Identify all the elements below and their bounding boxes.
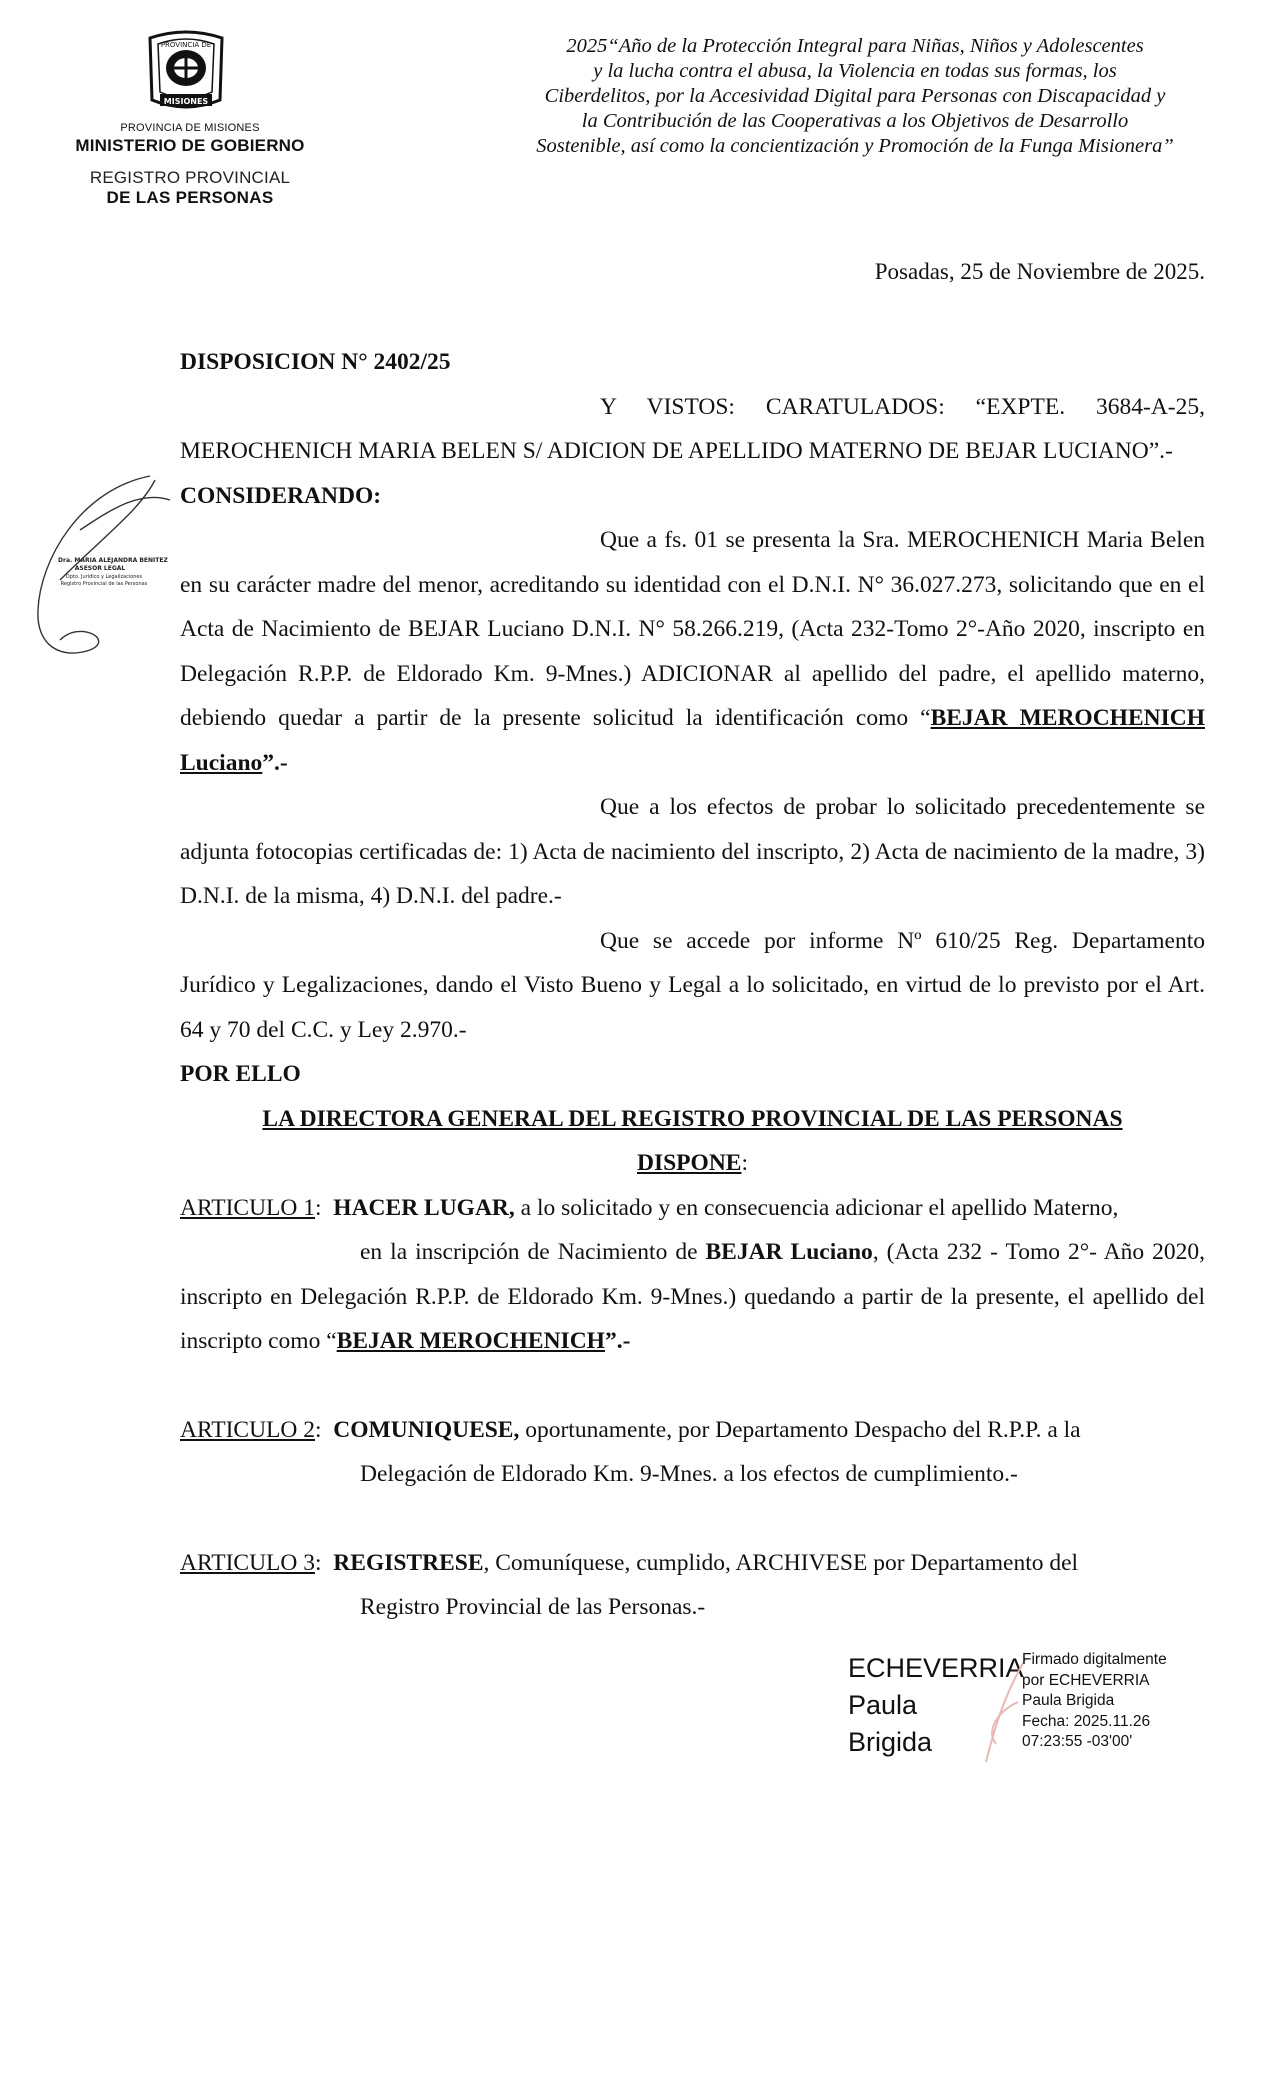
article-1-end: ”.- xyxy=(604,1328,631,1354)
header-ministry: MINISTERIO DE GOBIERNO xyxy=(75,136,305,155)
article-3-label: ARTICULO 3 xyxy=(180,1549,316,1576)
header-province: PROVINCIA DE MISIONES xyxy=(120,122,260,134)
article-3-line1-rest: , Comuníquese, cumplido, ARCHIVESE por Departamento del xyxy=(483,1549,1079,1576)
place-date: Posadas, 25 de Noviembre de 2025. xyxy=(874,259,1205,284)
article-1-label: ARTICULO 1 xyxy=(180,1194,316,1221)
article-1-line1 xyxy=(180,1186,1205,1231)
legal-stamp-line: Registro Provincial de las Personas xyxy=(60,581,148,587)
vistos-paragraph: Y VISTOS: CARATULADOS: “EXPTE. 3684-A-25, MEROCHENICH MARIA BELEN S/ ADICION DE APELLIDO MATERNO DE BEJAR LUCIANO”.- xyxy=(180,393,1205,464)
article-1-action: HACER LUGAR, xyxy=(333,1194,515,1221)
digital-signature-info xyxy=(1022,1650,1167,1753)
dispone-line xyxy=(180,1141,1205,1186)
signer-name-line: Brigida xyxy=(848,1727,933,1757)
motto-line: la Contribución de las Cooperativas a los Objetivos de Desarrollo xyxy=(581,110,1129,132)
directora-heading: LA DIRECTORA GENERAL DEL REGISTRO PROVINCIAL DE LAS PERSONAS xyxy=(262,1105,1123,1132)
article-1-text: en la inscripción de Nacimiento de xyxy=(360,1239,706,1265)
seal-ring-top: PROVINCIA DE xyxy=(160,41,212,49)
header-registry-line2: DE LAS PERSONAS xyxy=(106,188,274,207)
considerando-p1-text: Que a fs. 01 se presenta la Sra. MEROCHENICH Maria Belen en su carácter madre del menor, acreditando su identidad con el D.N.I. N° 36.027.273, solicitando que en el Acta de Nacimiento de BEJAR Luciano D.N.I. N° 58.266.219, (Acta 232-Tomo 2°-Año 2020, inscripto en Delegación R.P.P. de Eldorado Km. 9-Mnes.) ADICIONAR al apellido del padre, el apellido materno, debiendo quedar a partir de la presente solicitud la identificación como “ xyxy=(180,527,1205,731)
legal-stamp-line: Dra. MARIA ALEJANDRA BENITEZ xyxy=(58,557,168,564)
provincial-seal-icon xyxy=(140,30,232,116)
motto-line: Sostenible, así como la concientización y Promoción de la Funga Misionera” xyxy=(536,135,1174,157)
considerando-label: CONSIDERANDO: xyxy=(180,482,382,509)
article-1-new-surname: BEJAR MEROCHENICH xyxy=(336,1328,605,1354)
article-2-action: COMUNIQUESE, xyxy=(333,1416,520,1443)
legal-stamp-line: Dpto. Jurídico y Legalizaciones xyxy=(65,574,143,580)
article-2-colon: : xyxy=(315,1416,322,1443)
disposicion-title: DISPOSICION N° 2402/25 xyxy=(180,349,451,375)
considerando-p1-end: ”.- xyxy=(262,749,288,776)
article-2-line2: Delegación de Eldorado Km. 9-Mnes. a los efectos de cumplimiento.- xyxy=(360,1461,1018,1487)
considerando-paragraph-2: Que a los efectos de probar lo solicitado precedentemente se adjunta fotocopias certificadas de: 1) Acta de nacimiento del inscripto, 2) Acta de nacimiento de la madre, 3) D.N.I. de la misma, 4) D.N.I. del padre.- xyxy=(180,794,1205,909)
considerando-paragraph-3: Que se accede por informe Nº 610/25 Reg. Departamento Jurídico y Legalizaciones, dando el Visto Bueno y Legal a lo solicitado, en virtud de lo previsto por el Art. 64 y 70 del C.C. y Ley 2.970.- xyxy=(180,927,1205,1043)
article-3-colon: : xyxy=(315,1549,322,1576)
article-1-rest: , (Acta 232 - Tomo 2°- Año 2020, inscripto en Delegación R.P.P. de Eldorado Km. 9-Mnes.) quedando a partir de la presente, el apellido del inscripto como “ xyxy=(180,1239,1205,1354)
article-3-line1 xyxy=(180,1541,1205,1586)
signer-name-line: ECHEVERRIA xyxy=(848,1653,1024,1683)
signature-info-line: por ECHEVERRIA xyxy=(1022,1671,1150,1689)
motto-line: 2025“Año de la Protección Integral para Niñas, Niños y Adolescentes xyxy=(566,35,1144,57)
signature-info-line: Fecha: 2025.11.26 xyxy=(1022,1712,1151,1730)
article-3-line2: Registro Provincial de las Personas.- xyxy=(360,1594,706,1620)
article-1-line1-rest: a lo solicitado y en consecuencia adicionar el apellido Materno, xyxy=(514,1194,1119,1221)
article-2-label: ARTICULO 2 xyxy=(180,1416,316,1443)
year-motto xyxy=(505,34,1205,159)
article-1-colon: : xyxy=(315,1194,322,1221)
document-body xyxy=(180,340,1205,1630)
signature-info-line: Paula Brigida xyxy=(1022,1692,1115,1709)
signature-info-line: 07:23:55 -03'00' xyxy=(1022,1733,1133,1750)
signer-name-line: Paula xyxy=(848,1690,918,1720)
dispone-label: DISPONE xyxy=(637,1150,742,1176)
motto-line: y la lucha contra el abusa, la Violencia en todas sus formas, los xyxy=(593,60,1117,82)
dispone-colon: : xyxy=(741,1150,748,1176)
motto-line: Ciberdelitos, por la Accesividad Digital para Personas con Discapacidad y xyxy=(544,85,1166,107)
article-1-name: BEJAR Luciano xyxy=(705,1239,873,1265)
article-2-line1 xyxy=(180,1408,1205,1453)
new-full-name: BEJAR MEROCHENICH Luciano xyxy=(180,705,1205,776)
legal-stamp-line: ASESOR LEGAL xyxy=(74,565,126,572)
considerando-paragraph-1 xyxy=(180,518,1205,785)
seal-ring-bottom: MISIONES xyxy=(163,97,209,106)
signature-info-line: Firmado digitalmente xyxy=(1022,1651,1167,1668)
legal-advisor-signature-stamp xyxy=(20,470,180,670)
article-2-line1-rest: oportunamente, por Departamento Despacho del R.P.P. a la xyxy=(519,1416,1081,1443)
article-3-action: REGISTRESE xyxy=(333,1549,484,1576)
header-registry-line1: REGISTRO PROVINCIAL xyxy=(89,168,291,187)
article-1-body xyxy=(180,1230,1205,1364)
por-ello-label: POR ELLO xyxy=(180,1061,301,1087)
digital-signature xyxy=(848,1650,1228,1780)
